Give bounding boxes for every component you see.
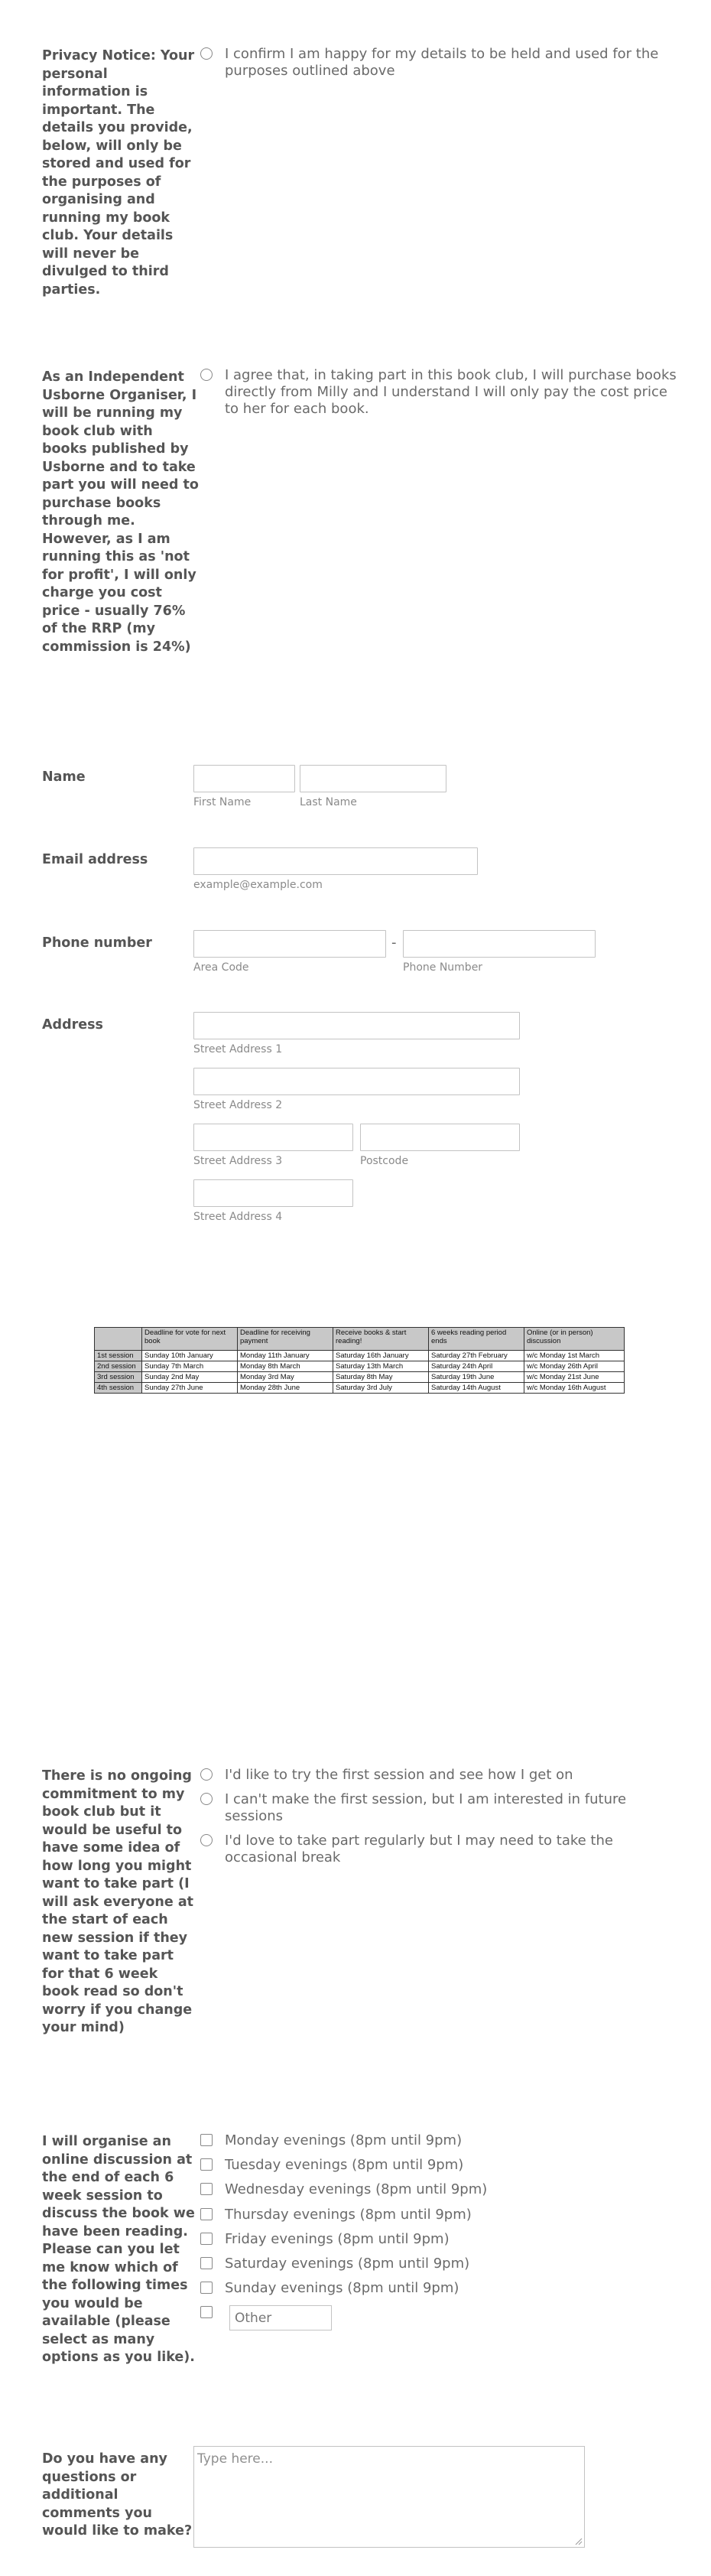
- monday-option-text: Monday evenings (8pm until 9pm): [225, 2132, 463, 2148]
- street-address-4-input[interactable]: [193, 1179, 353, 1207]
- last-name-sublabel: Last Name: [300, 796, 357, 808]
- schedule-header-row: [95, 1328, 625, 1351]
- schedule-cell: Saturday 3rd July: [333, 1383, 429, 1394]
- area-code-input[interactable]: [193, 930, 386, 958]
- street-address-2-sublabel: Street Address 2: [193, 1099, 283, 1111]
- privacy-consent-radio[interactable]: [200, 47, 213, 60]
- other-option[interactable]: [200, 2304, 223, 2321]
- privacy-notice-label: Privacy Notice: Your personal information is important. The details you provide, below, will only be stored and used for the purposes of organising and running my book club. Your details will never be divulged to third parties.: [42, 48, 195, 298]
- wednesday-checkbox[interactable]: [200, 2183, 213, 2195]
- schedule-cell: Saturday 8th May: [333, 1372, 429, 1383]
- schedule-header-cell: 6 weeks reading period ends: [429, 1328, 524, 1351]
- email-label: Email address: [42, 852, 148, 867]
- schedule-cell: Sunday 7th March: [142, 1361, 238, 1372]
- phone-separator: -: [391, 935, 397, 951]
- tuesday-option-text: Tuesday evenings (8pm until 9pm): [225, 2157, 464, 2173]
- schedule-cell: w/c Monday 26th April: [524, 1361, 625, 1372]
- sunday-option-text: Sunday evenings (8pm until 9pm): [225, 2280, 459, 2296]
- comments-placeholder: Type here...: [197, 2451, 273, 2467]
- email-sublabel: example@example.com: [193, 879, 323, 891]
- schedule-row: [95, 1361, 625, 1372]
- first-name-sublabel: First Name: [193, 796, 252, 808]
- saturday-option-text: Saturday evenings (8pm until 9pm): [225, 2256, 470, 2272]
- discussion-times-label: I will organise an online discussion at the end of each 6 week session to discuss the book we have been reading. Please can you let me know which of the following times you would be available (please select as many options as you like).: [42, 2134, 195, 2365]
- schedule-header-cell: Deadline for receiving payment: [238, 1328, 333, 1351]
- privacy-consent-text: I confirm I am happy for my details to be held and used for the purposes outlined above: [225, 46, 659, 79]
- phone-label: Phone number: [42, 935, 152, 951]
- email-input[interactable]: [193, 847, 478, 875]
- friday-checkbox[interactable]: [200, 2233, 213, 2245]
- schedule-cell: Monday 8th March: [238, 1361, 333, 1372]
- schedule-cell: Saturday 27th February: [429, 1351, 524, 1361]
- sunday-checkbox[interactable]: [200, 2282, 213, 2294]
- schedule-cell: Sunday 10th January: [142, 1351, 238, 1361]
- schedule-cell: Monday 11th January: [238, 1351, 333, 1361]
- comments-label: Do you have any questions or additional comments you would like to make?: [42, 2451, 193, 2539]
- tuesday-checkbox[interactable]: [200, 2158, 213, 2171]
- postcode-input[interactable]: [360, 1124, 520, 1151]
- friday-option-text: Friday evenings (8pm until 9pm): [225, 2231, 450, 2247]
- street-address-2-input[interactable]: [193, 1068, 520, 1095]
- street-address-1-input[interactable]: [193, 1012, 520, 1039]
- session-schedule-table: [94, 1327, 624, 1397]
- monday-checkbox[interactable]: [200, 2134, 213, 2146]
- commitment-option-2-text: I can't make the first session, but I am interested in future sessions: [225, 1791, 627, 1824]
- schedule-row: [95, 1351, 625, 1361]
- schedule-header-cell: Online (or in person) discussion: [524, 1328, 625, 1351]
- street-address-3-sublabel: Street Address 3: [193, 1155, 283, 1167]
- wednesday-option-text: Wednesday evenings (8pm until 9pm): [225, 2181, 488, 2197]
- phone-number-sublabel: Phone Number: [403, 961, 483, 974]
- schedule-cell: Sunday 2nd May: [142, 1372, 238, 1383]
- schedule-header-cell: [95, 1328, 142, 1351]
- other-checkbox[interactable]: [200, 2306, 213, 2318]
- schedule-cell: 2nd session: [95, 1361, 142, 1372]
- purchase-agreement-text: I agree that, in taking part in this book club, I will purchase books directly from Milly and I understand I will only pay the cost price to her for each book.: [225, 367, 677, 417]
- schedule-header-cell: Receive books & start reading!: [333, 1328, 429, 1351]
- resize-handle-icon[interactable]: [575, 2538, 583, 2545]
- purchase-agreement-radio[interactable]: [200, 369, 213, 381]
- schedule-cell: Saturday 19th June: [429, 1372, 524, 1383]
- commitment-radio-2[interactable]: [200, 1793, 213, 1805]
- phone-number-input[interactable]: [403, 930, 596, 958]
- area-code-sublabel: Area Code: [193, 961, 249, 974]
- schedule-cell: 4th session: [95, 1383, 142, 1394]
- schedule-cell: w/c Monday 16th August: [524, 1383, 625, 1394]
- schedule-row: [95, 1383, 625, 1394]
- saturday-checkbox[interactable]: [200, 2257, 213, 2269]
- thursday-option-text: Thursday evenings (8pm until 9pm): [225, 2207, 472, 2223]
- schedule-row: [95, 1372, 625, 1383]
- thursday-checkbox[interactable]: [200, 2208, 213, 2220]
- other-input[interactable]: [229, 2305, 332, 2330]
- name-label: Name: [42, 769, 86, 785]
- other-placeholder: Other: [235, 2311, 272, 2326]
- schedule-cell: 3rd session: [95, 1372, 142, 1383]
- schedule-header-cell: Deadline for vote for next book: [142, 1328, 238, 1351]
- schedule-cell: Sunday 27th June: [142, 1383, 238, 1394]
- schedule-cell: Saturday 14th August: [429, 1383, 524, 1394]
- street-address-1-sublabel: Street Address 1: [193, 1043, 283, 1055]
- commitment-radio-3[interactable]: [200, 1834, 213, 1846]
- address-label: Address: [42, 1017, 103, 1033]
- commitment-option-3-text: I'd love to take part regularly but I may need to take the occasional break: [225, 1833, 613, 1865]
- schedule-cell: Monday 28th June: [238, 1383, 333, 1394]
- schedule-cell: w/c Monday 1st March: [524, 1351, 625, 1361]
- postcode-sublabel: Postcode: [360, 1155, 409, 1167]
- street-address-4-sublabel: Street Address 4: [193, 1211, 283, 1223]
- schedule-cell: w/c Monday 21st June: [524, 1372, 625, 1383]
- last-name-input[interactable]: [300, 765, 446, 792]
- schedule-cell: 1st session: [95, 1351, 142, 1361]
- schedule-cell: Saturday 24th April: [429, 1361, 524, 1372]
- organiser-label: As an Independent Usborne Organiser, I will be running my book club with books published by Usborne and to take part you will need to purchase books through me. However, as I am running this as 'not for profit', I will only charge you cost price - usually 76% of the RRP (my commission is 24%): [42, 369, 199, 655]
- schedule-cell: Saturday 16th January: [333, 1351, 429, 1361]
- schedule-cell: Monday 3rd May: [238, 1372, 333, 1383]
- first-name-input[interactable]: [193, 765, 295, 792]
- schedule-cell: Saturday 13th March: [333, 1361, 429, 1372]
- commitment-option-1-text: I'd like to try the first session and see how I get on: [225, 1767, 573, 1783]
- commitment-radio-1[interactable]: [200, 1768, 213, 1781]
- street-address-3-input[interactable]: [193, 1124, 353, 1151]
- comments-textarea[interactable]: [193, 2446, 585, 2548]
- commitment-label: There is no ongoing commitment to my book club but it would be useful to have some idea of how long you might want to take part (I will ask everyone at the start of each new session if they want to take part for that 6 week book read so don't worry if you change your mind): [42, 1768, 194, 2035]
